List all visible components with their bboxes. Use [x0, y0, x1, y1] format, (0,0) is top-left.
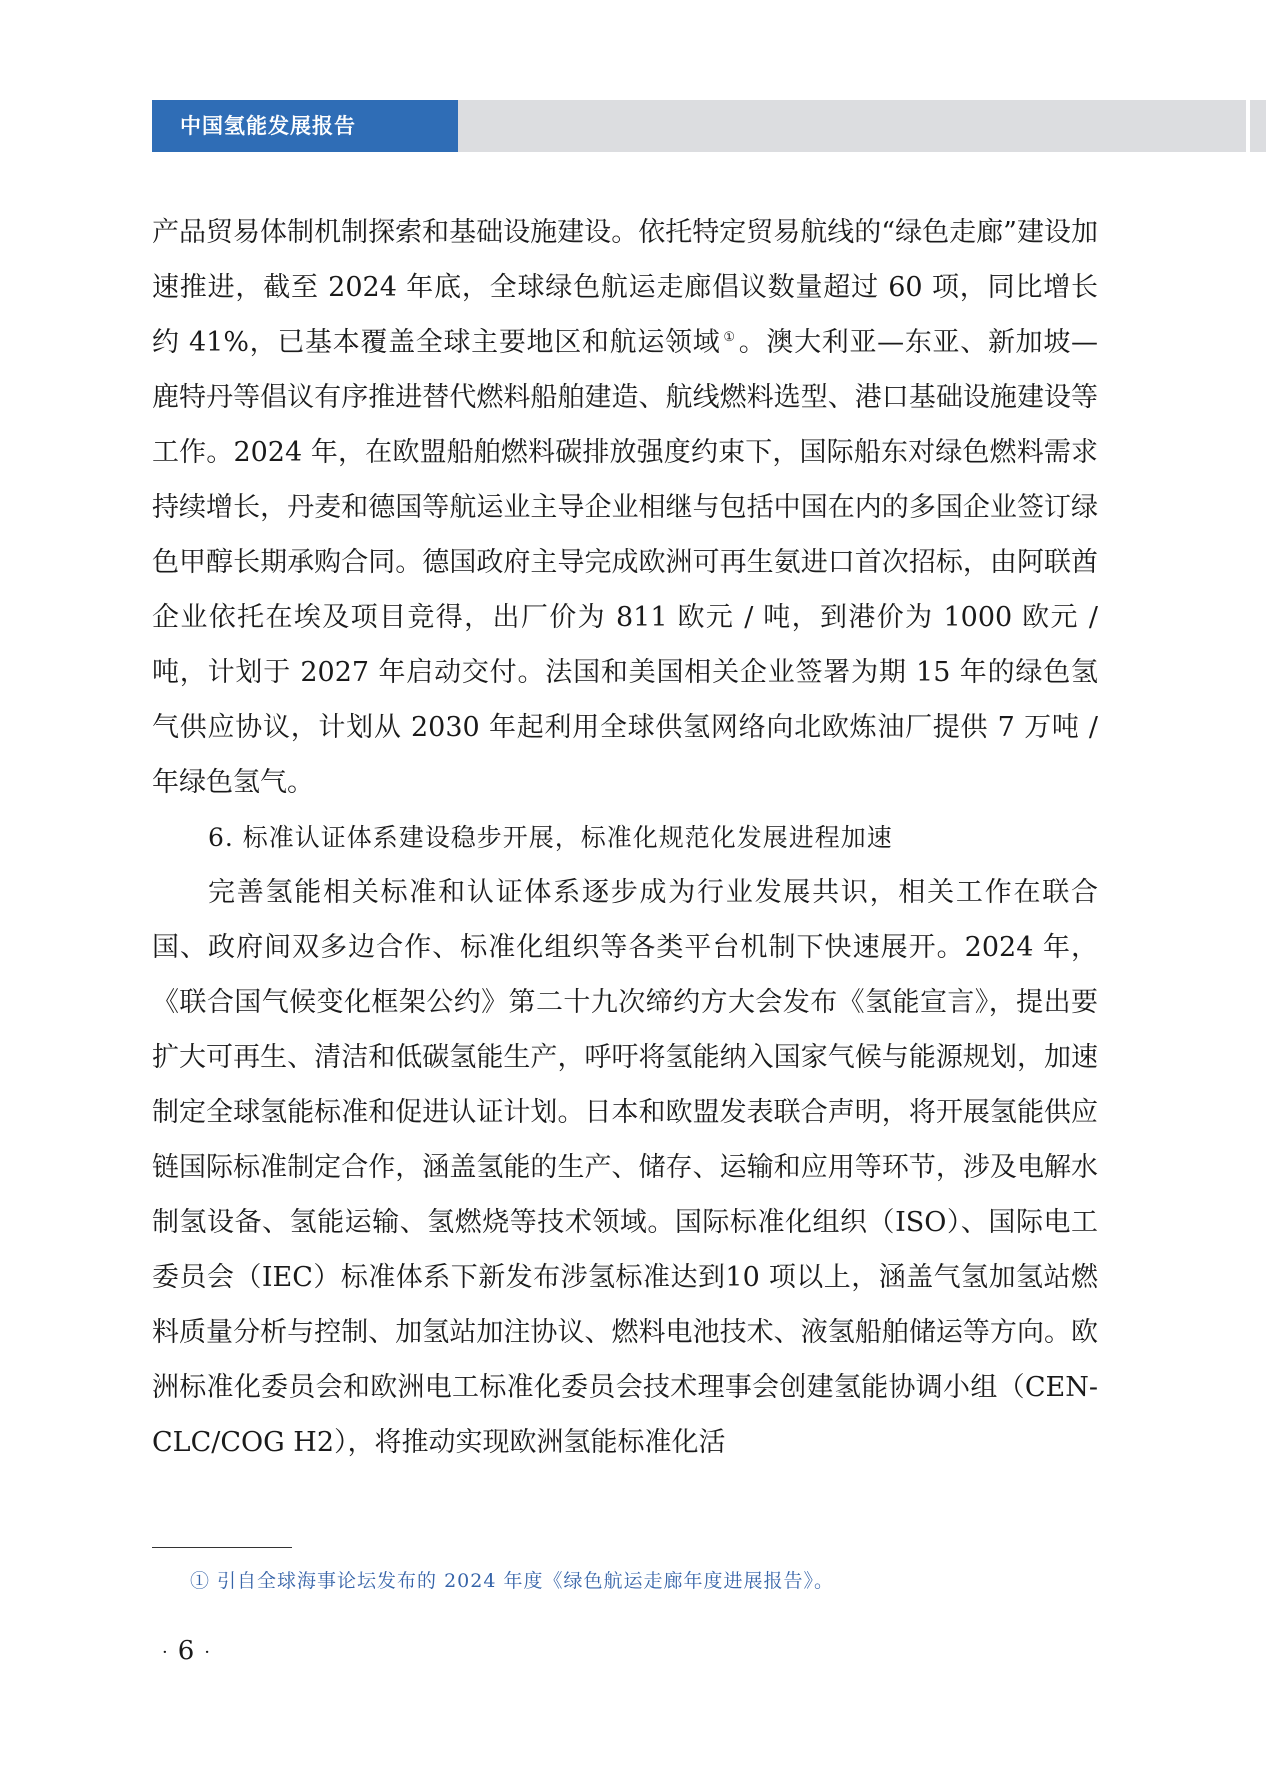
- page-number-value: 6: [177, 1636, 195, 1666]
- page-number-dot: ·: [162, 1641, 168, 1663]
- body-text: [152, 205, 1098, 1470]
- paragraph-green-corridors: [152, 205, 1098, 810]
- paragraph-standards: 完善氢能相关标准和认证体系逐步成为行业发展共识，相关工作在联合国、政府间双多边合作、标准化组织等各类平台机制下快速展开。2024 年，《联合国气候变化框架公约》第二十九次缔约方大会发布《氢能宣言》，提出要扩大可再生、清洁和低碳氢能生产，呼吁将氢能纳入国家气候与能源规划，加速制定全球氢能标准和促进认证计划。日本和欧盟发表联合声明，将开展氢能供应链国际标准制定合作，涵盖氢能的生产、储存、运输和应用等环节，涉及电解水制氢设备、氢能运输、氢燃烧等技术领域。国际标准化组织（ISO）、国际电工委员会（IEC）标准体系下新发布涉氢标准达到10 项以上，涵盖气氢加氢站燃料质量分析与控制、加氢站加注协议、燃料电池技术、液氢船舶储运等方向。欧洲标准化委员会和欧洲电工标准化委员会技术理事会创建氢能协调小组（CEN-CLC/COG H2），将推动实现欧洲氢能标准化活: [152, 877, 1098, 1458]
- section-heading: 6. 标准认证体系建设稳步开展，标准化规范化发展进程加速: [208, 823, 893, 852]
- page-number: [152, 1636, 220, 1666]
- footnote-divider: [152, 1547, 292, 1548]
- header-end-block: [1246, 100, 1266, 152]
- footnote: ① 引自全球海事论坛发布的 2024 年度《绿色航运走廊年度进展报告》。: [190, 1570, 834, 1592]
- paragraph-text: 产品贸易体制机制探索和基础设施建设。依托特定贸易航线的“绿色走廊”建设加速推进，截至 2024 年底，全球绿色航运走廊倡议数量超过 60 项，同比增长约 41%，已基本覆盖全球主要地区和航运领域: [152, 217, 1098, 358]
- page-number-dot: ·: [204, 1641, 211, 1663]
- paragraph-text: 。澳大利亚—东亚、新加坡—鹿特丹等倡议有序推进替代燃料船舶建造、航线燃料选型、港口基础设施建设等工作。2024 年，在欧盟船舶燃料碳排放强度约束下，国际船东对绿色燃料需求持续增长，丹麦和德国等航运业主导企业相继与包括中国在内的多国企业签订绿色甲醇长期承购合同。德国政府主导完成欧洲可再生氨进口首次招标，由阿联酋企业依托在埃及项目竞得，出厂价为 811 欧元 / 吨，到港价为 1000 欧元 / 吨，计划于 2027 年启动交付。法国和美国相关企业签署为期 15 年的绿色氢气供应协议，计划从 2030 年起利用全球供氢网络向北欧炼油厂提供 7 万吨 / 年绿色氢气。: [152, 327, 1099, 798]
- running-header-title: 中国氢能发展报告: [180, 114, 356, 138]
- footnote-reference: ①: [723, 330, 736, 345]
